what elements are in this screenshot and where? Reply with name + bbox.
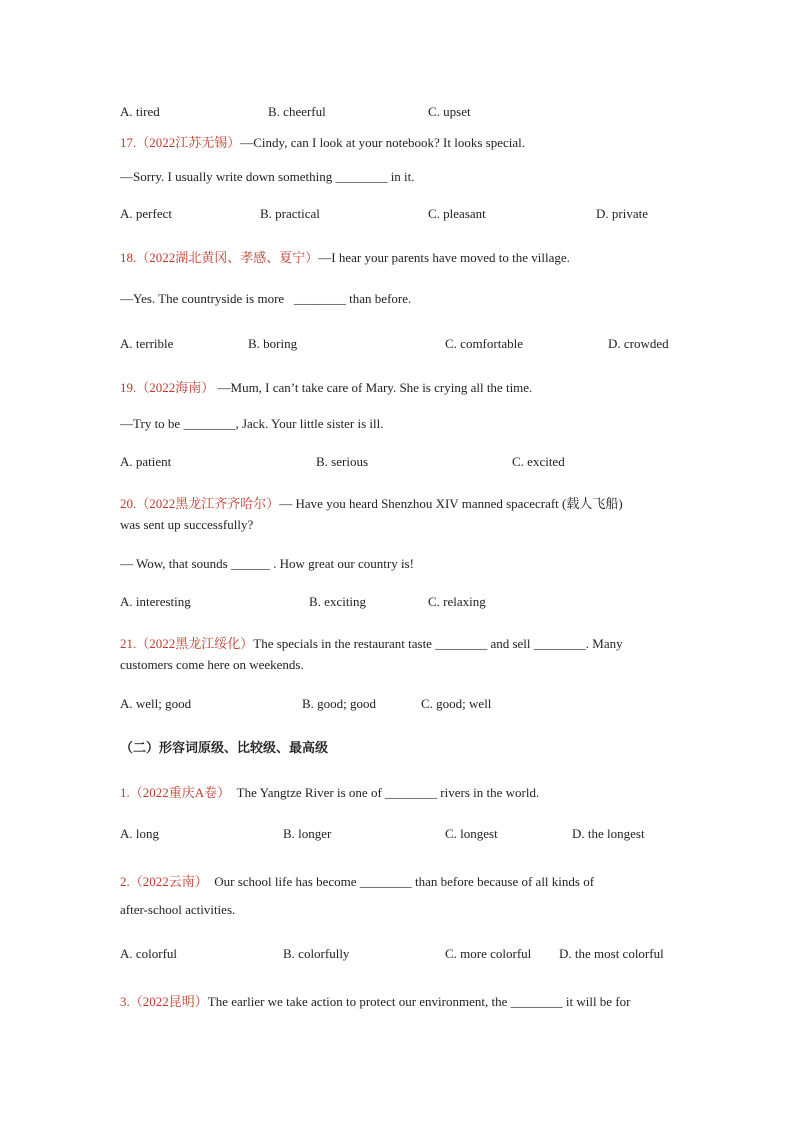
q17-stem2: —Sorry. I usually write down something ________ in it. — [120, 169, 415, 184]
q18-stem2: —Yes. The countryside is more ________ than before. — [120, 291, 412, 306]
q17-option-b: B. practical — [260, 206, 320, 221]
s2q2-option-c: C. more colorful — [445, 946, 532, 961]
s2q1-option-b: B. longer — [283, 826, 332, 841]
s2q1-option-a: A. long — [120, 826, 159, 841]
q21-stem1: The specials in the restaurant taste ________ and sell ________. Many — [253, 636, 623, 651]
q21-option-b: B. good; good — [302, 696, 377, 711]
q20-stem2: — Wow, that sounds ______ . How great our country is! — [120, 556, 414, 571]
s2q1-option-c: C. longest — [445, 826, 498, 841]
q18-option-b: B. boring — [248, 336, 298, 351]
q17-option-d: D. private — [596, 206, 648, 221]
q19-option-b: B. serious — [316, 454, 368, 469]
q18-stem-line1 — [120, 247, 570, 266]
s2q1-stem-line — [120, 782, 539, 801]
q20-stem1: — Have you heard Shenzhou XIV manned spacecraft (载人飞船) — [279, 496, 623, 511]
q20-stem1b: was sent up successfully? — [120, 517, 254, 532]
s2q1-option-d: D. the longest — [572, 826, 645, 841]
q16-option-b: B. cheerful — [268, 104, 326, 119]
q20-source: 20.（2022黑龙江齐齐哈尔） — [120, 496, 280, 511]
s2q2-stem-b: after-school activities. — [120, 902, 236, 917]
s2q2-option-a: A. colorful — [120, 946, 178, 961]
q18-stem1: —I hear your parents have moved to the village. — [318, 250, 570, 265]
q17-stem1: —Cindy, can I look at your notebook? It looks special. — [240, 135, 526, 150]
q20-option-b: B. exciting — [309, 594, 367, 609]
q21-option-a: A. well; good — [120, 696, 192, 711]
q20-option-c: C. relaxing — [428, 594, 486, 609]
q18-option-d: D. crowded — [608, 336, 669, 351]
q17-stem-line1 — [120, 132, 525, 151]
q17-option-a: A. perfect — [120, 206, 172, 221]
q16-option-a: A. tired — [120, 104, 160, 119]
s2q2-option-d: D. the most colorful — [559, 946, 664, 961]
section-heading: （二）形容词原级、比较级、最高级 — [120, 740, 329, 755]
s2q1-stem: The Yangtze River is one of ________ rivers in the world. — [230, 785, 540, 800]
q18-option-c: C. comfortable — [445, 336, 523, 351]
q16-option-c: C. upset — [428, 104, 471, 119]
q17-option-c: C. pleasant — [428, 206, 486, 221]
q20-option-a: A. interesting — [120, 594, 191, 609]
q19-stem-line1 — [120, 377, 532, 396]
q19-stem1: —Mum, I can’t take care of Mary. She is crying all the time. — [214, 380, 533, 395]
s2q3-source: 3.（2022昆明） — [120, 994, 208, 1009]
q21-source: 21.（2022黑龙江绥化） — [120, 636, 254, 651]
s2q2-option-b: B. colorfully — [283, 946, 350, 961]
q21-option-c: C. good; well — [421, 696, 492, 711]
q19-option-a: A. patient — [120, 454, 172, 469]
s2q1-source: 1.（2022重庆A卷） — [120, 785, 231, 800]
s2q3-stem: The earlier we take action to protect our environment, the ________ it will be for — [207, 994, 631, 1009]
q20-stem-line1 — [120, 493, 623, 512]
q21-stem-line1 — [120, 633, 623, 652]
q21-stem1b: customers come here on weekends. — [120, 657, 304, 672]
s2q2-source: 2.（2022云南） — [120, 874, 208, 889]
s2q2-stem: Our school life has become ________ than before because of all kinds of — [207, 874, 595, 889]
q19-source: 19.（2022海南） — [120, 380, 215, 395]
s2q2-stem-line — [120, 871, 594, 890]
q19-option-c: C. excited — [512, 454, 565, 469]
q17-source: 17.（2022江苏无锡） — [120, 135, 241, 150]
q19-stem2: —Try to be ________, Jack. Your little sister is ill. — [120, 416, 384, 431]
s2q3-stem-line — [120, 991, 631, 1010]
q18-source: 18.（2022湖北黄冈、孝感、夏宁） — [120, 250, 319, 265]
q18-option-a: A. terrible — [120, 336, 174, 351]
